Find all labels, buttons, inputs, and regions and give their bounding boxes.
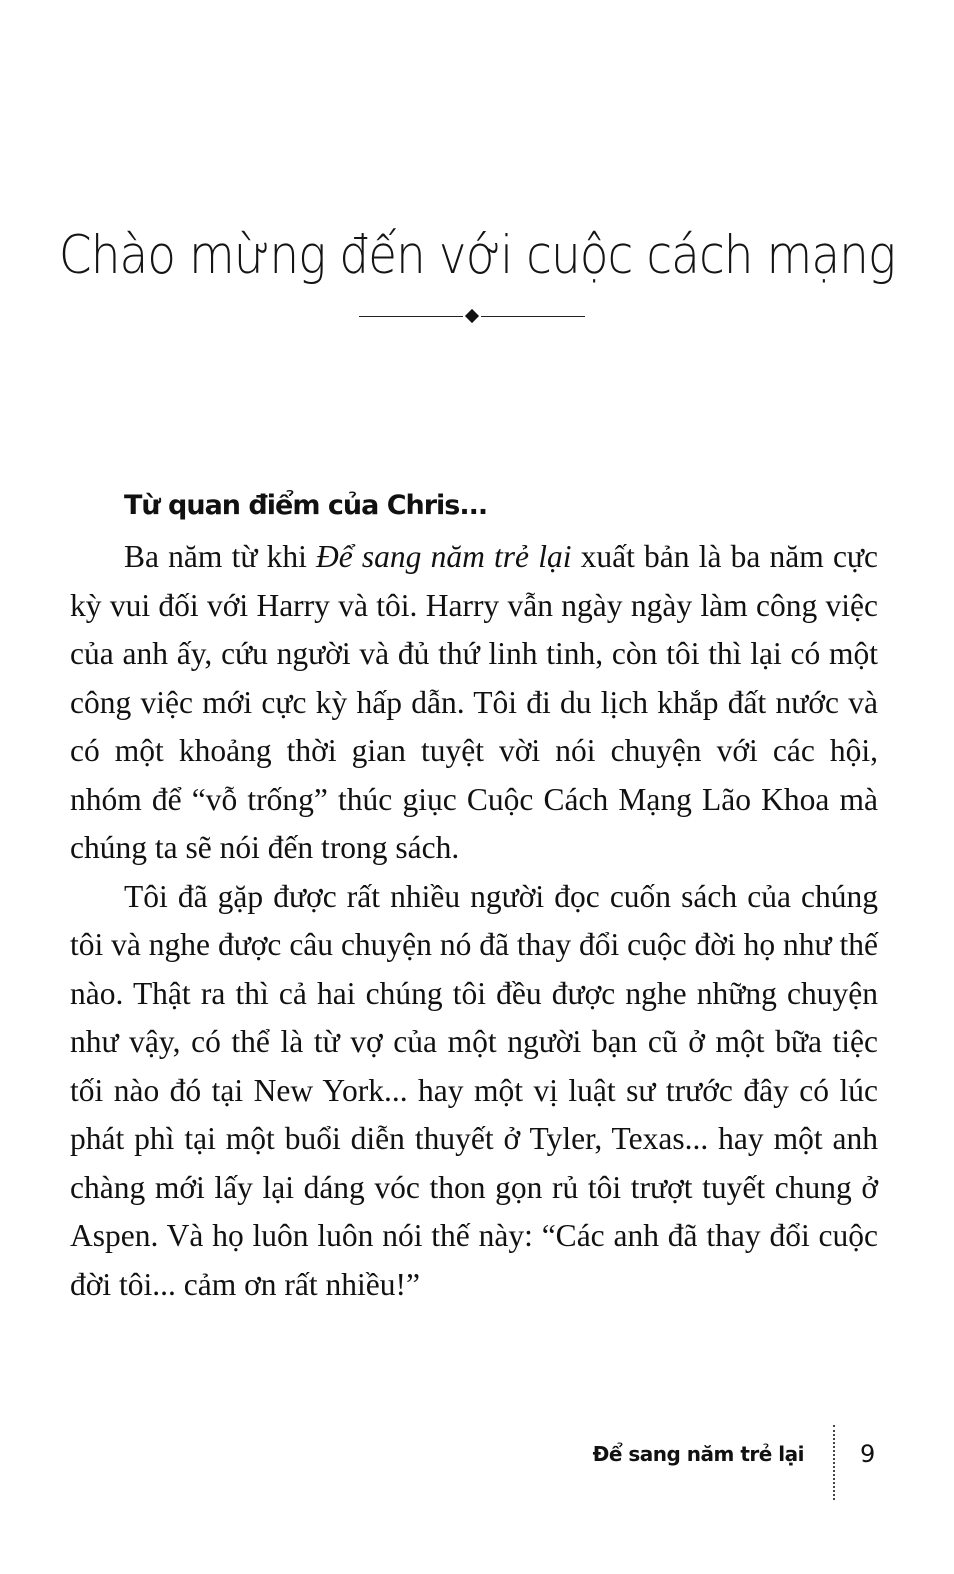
chapter-title: Chào mừng đến với cuộc cách mạng — [58, 224, 896, 287]
page-number: 9 — [860, 1440, 876, 1468]
diamond-icon — [465, 309, 479, 323]
footer-divider — [833, 1425, 835, 1500]
paragraph-1-rest: xuất bản là ba năm cực kỳ vui đối với Harry và tôi. Harry vẫn ngày ngày làm công việc của anh ấy, cứu người và đủ thứ linh tinh, còn tôi thì lại có một công việc mới cực kỳ hấp dẫn. Tôi đi du lịch khắp đất nước và có một khoảng thời gian tuyệt vời nói chuyện với các hội, nhóm để “vỗ trống” thúc giục Cuộc Cách Mạng Lão Khoa mà chúng ta sẽ nói đến trong sách. — [70, 539, 878, 865]
ornament-line-left — [359, 316, 463, 317]
body-text — [70, 533, 878, 1309]
ornament-line-right — [481, 316, 585, 317]
title-ornament — [359, 307, 585, 327]
running-footer-title: Để sang năm trẻ lại — [592, 1442, 804, 1466]
paragraph-1 — [70, 533, 878, 873]
book-title-emphasis: Để sang năm trẻ lại — [316, 539, 572, 574]
section-heading: Từ quan điểm của Chris... — [124, 490, 488, 521]
paragraph-2: Tôi đã gặp được rất nhiều người đọc cuốn sách của chúng tôi và nghe được câu chuyện nó đã thay đổi cuộc đời họ như thế nào. Thật ra thì cả hai chúng tôi đều được nghe những chuyện như vậy, có thể là từ vợ của một người bạn cũ ở một bữa tiệc tối nào đó tại New York... hay một vị luật sư trước đây có lúc phát phì tại một buổi diễn thuyết ở Tyler, Texas... hay một anh chàng mới lấy lại dáng vóc thon gọn rủ tôi trượt tuyết chung ở Aspen. Và họ luôn luôn nói thế này: “Các anh đã thay đổi cuộc đời tôi... cảm ơn rất nhiều!” — [70, 878, 878, 1302]
paragraph-1-lead: Ba năm từ khi — [124, 539, 317, 574]
